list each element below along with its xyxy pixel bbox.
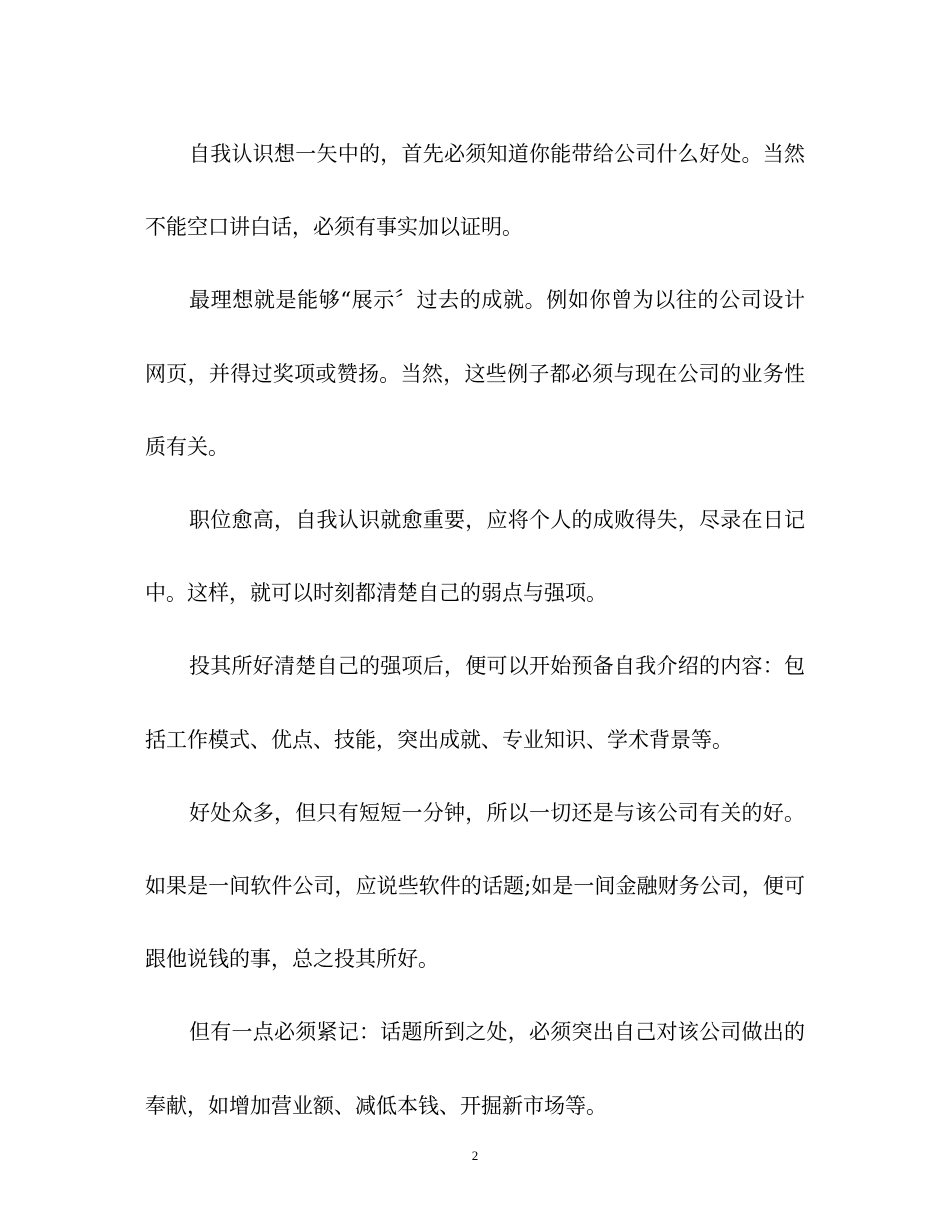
paragraph: 但有一点必须紧记：话题所到之处，必须突出自己对该公司做出的奉献，如增加营业额、减低本钱、开掘新市场等。 xyxy=(145,1020,805,1118)
paragraph: 职位愈高，自我认识就愈重要，应将个人的成败得失，尽录在日记中。这样，就可以时刻都清楚自己的弱点与强项。 xyxy=(145,508,805,606)
paragraph: 最理想就是能够“展示〞过去的成就。例如你曾为以往的公司设计网页，并得过奖项或赞扬。当然，这些例子都必须与现在公司的业务性质有关。 xyxy=(145,288,805,459)
page-number: 2 xyxy=(471,1148,479,1163)
document-body xyxy=(145,118,805,1143)
paragraph: 投其所好清楚自己的强项后，便可以开始预备自我介绍的内容：包括工作模式、优点、技能，突出成就、专业知识、学术背景等。 xyxy=(145,654,805,752)
paragraph: 自我认识想一矢中的，首先必须知道你能带给公司什么好处。当然不能空口讲白话，必须有事实加以证明。 xyxy=(145,142,805,240)
paragraph: 好处众多，但只有短短一分钟，所以一切还是与该公司有关的好。如果是一间软件公司，应说些软件的话题;如是一间金融财务公司，便可跟他说钱的事，总之投其所好。 xyxy=(145,800,805,972)
